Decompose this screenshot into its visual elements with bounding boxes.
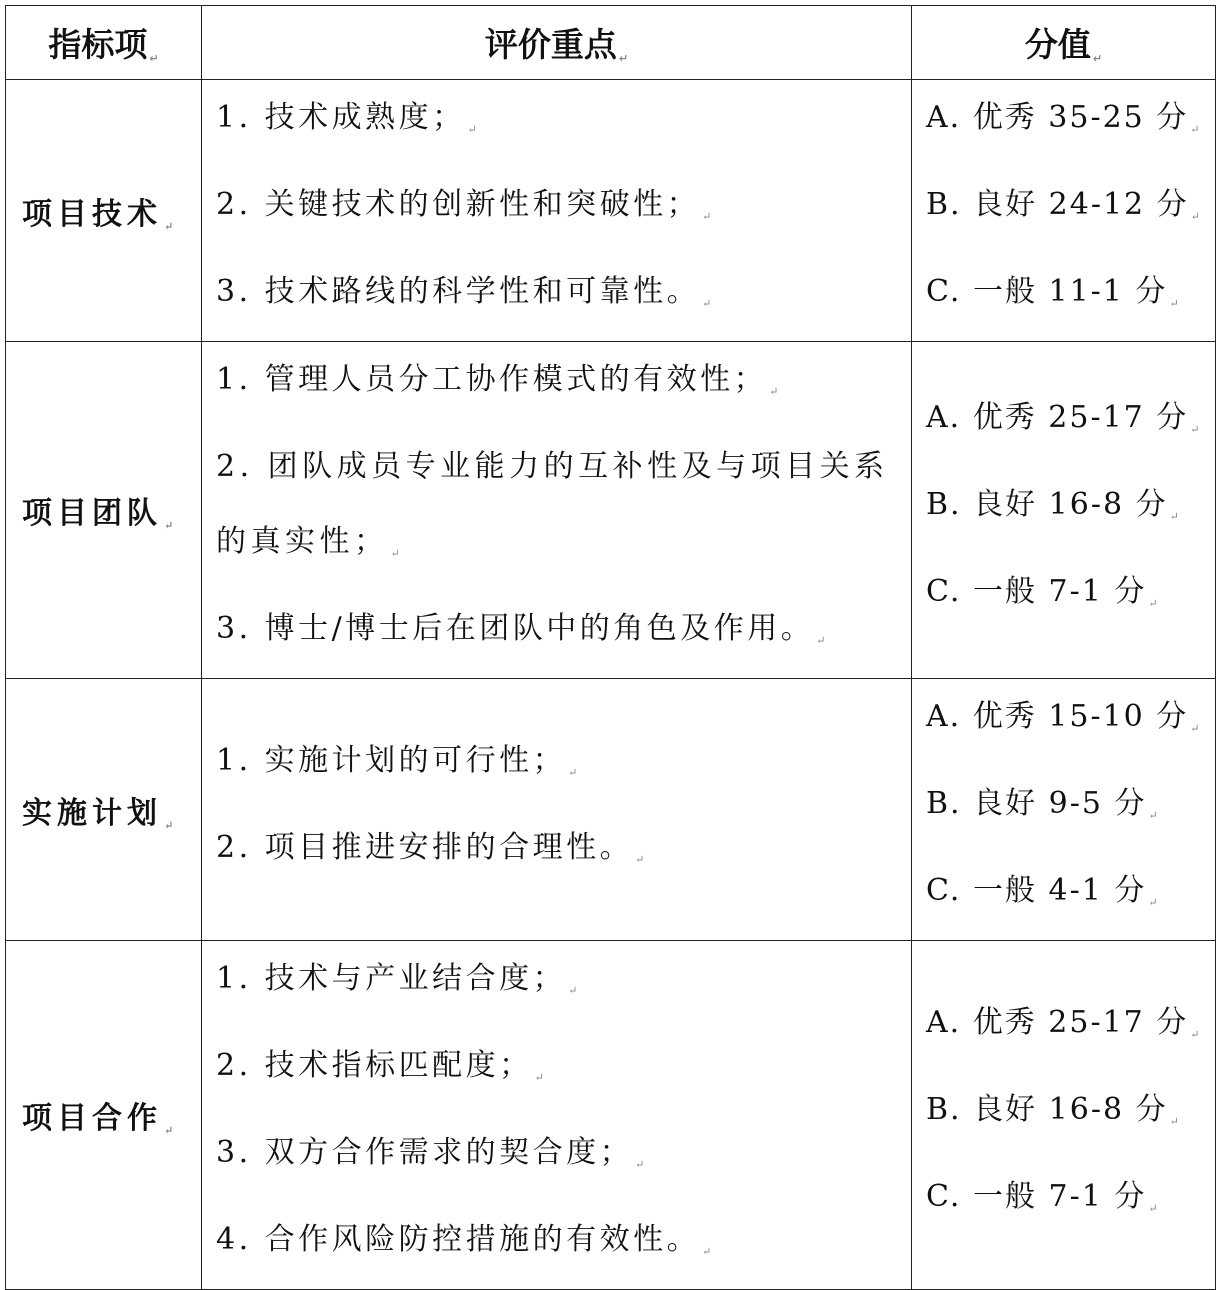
paragraph-mark-icon: ↵ bbox=[702, 1245, 712, 1258]
focus-item: 2. 技术指标匹配度； $_↵$ bbox=[216, 1048, 544, 1084]
indicator-cell: 项目技术 $_↵$ bbox=[6, 80, 202, 342]
score-cell bbox=[912, 80, 1216, 342]
header-indicator: 指标项 ↵ bbox=[6, 6, 202, 80]
paragraph-mark-icon: ↵ bbox=[1190, 422, 1200, 436]
paragraph-mark-icon: ↵ bbox=[1169, 509, 1179, 523]
focus-cell bbox=[202, 679, 912, 941]
paragraph-mark-icon: ↵ bbox=[1169, 297, 1179, 310]
table-row bbox=[6, 80, 1216, 342]
paragraph-mark-icon: ↵ bbox=[568, 765, 578, 779]
focus-item: 2. 团队成员专业能力的互补性及与项目关系的真实性； $_↵$ bbox=[216, 449, 889, 560]
score-item: A. 优秀 25-17 分 $_↵$ bbox=[926, 399, 1200, 436]
focus-item: 3. 双方合作需求的契合度； $_↵$ bbox=[216, 1135, 645, 1171]
paragraph-mark-icon: ↵ bbox=[702, 210, 712, 223]
header-focus: 评价重点 ↵ bbox=[202, 6, 912, 80]
paragraph-mark-icon: ↵ bbox=[390, 547, 400, 560]
focus-item: 2. 项目推进安排的合理性。 $_↵$ bbox=[216, 829, 645, 866]
header-row bbox=[6, 6, 1216, 80]
score-cell bbox=[912, 342, 1216, 679]
score-cell bbox=[912, 679, 1216, 941]
score-item: C. 一般 4-1 分 $_↵$ bbox=[926, 873, 1158, 909]
score-item: B. 良好 9-5 分 $_↵$ bbox=[926, 786, 1158, 822]
paragraph-mark-icon: ↵ bbox=[769, 385, 779, 398]
focus-item: 1. 实施计划的可行性； $_↵$ bbox=[216, 742, 578, 779]
paragraph-mark-icon: ↵ bbox=[1092, 52, 1103, 65]
score-item: A. 优秀 15-10 分 $_↵$ bbox=[926, 699, 1200, 735]
score-cell bbox=[912, 941, 1216, 1290]
paragraph-mark-icon: ↵ bbox=[618, 52, 629, 65]
score-item: C. 一般 7-1 分 $_↵$ bbox=[926, 573, 1158, 610]
score-item: B. 良好 24-12 分 $_↵$ bbox=[926, 187, 1200, 223]
indicator-cell: 项目团队 $_↵$ bbox=[6, 342, 202, 679]
paragraph-mark-icon: ↵ bbox=[534, 1071, 544, 1084]
focus-cell bbox=[202, 80, 912, 342]
paragraph-mark-icon: ↵ bbox=[1148, 809, 1158, 822]
paragraph-mark-icon: ↵ bbox=[149, 52, 159, 65]
paragraph-mark-icon: ↵ bbox=[702, 297, 712, 310]
paragraph-mark-icon: ↵ bbox=[164, 818, 174, 832]
focus-item: 4. 合作风险防控措施的有效性。 $_↵$ bbox=[216, 1222, 712, 1258]
paragraph-mark-icon: ↵ bbox=[1190, 1027, 1200, 1041]
score-item: C. 一般 11-1 分 $_↵$ bbox=[926, 274, 1179, 310]
paragraph-mark-icon: ↵ bbox=[635, 1158, 645, 1171]
score-item: B. 良好 16-8 分 $_↵$ bbox=[926, 486, 1179, 523]
paragraph-mark-icon: ↵ bbox=[1190, 210, 1200, 223]
table-row bbox=[6, 342, 1216, 679]
focus-item: 3. 技术路线的科学性和可靠性。 $_↵$ bbox=[216, 274, 712, 310]
paragraph-mark-icon: ↵ bbox=[1148, 596, 1158, 610]
header-score: 分值 ↵ bbox=[912, 6, 1216, 80]
paragraph-mark-icon: ↵ bbox=[568, 984, 578, 997]
paragraph-mark-icon: ↵ bbox=[1190, 722, 1200, 735]
paragraph-mark-icon: ↵ bbox=[164, 1124, 174, 1137]
indicator-cell: 项目合作 $_↵$ bbox=[6, 941, 202, 1290]
score-item: A. 优秀 25-17 分 $_↵$ bbox=[926, 1004, 1200, 1041]
focus-item: 2. 关键技术的创新性和突破性； $_↵$ bbox=[216, 187, 712, 223]
indicator-cell: 实施计划 $_↵$ bbox=[6, 679, 202, 941]
paragraph-mark-icon: ↵ bbox=[164, 519, 174, 532]
score-item: C. 一般 7-1 分 $_↵$ bbox=[926, 1178, 1158, 1215]
paragraph-mark-icon: ↵ bbox=[635, 852, 645, 866]
table-row bbox=[6, 941, 1216, 1290]
paragraph-mark-icon: ↵ bbox=[1148, 1201, 1158, 1215]
paragraph-mark-icon: ↵ bbox=[467, 123, 477, 136]
paragraph-mark-icon: ↵ bbox=[164, 219, 174, 233]
paragraph-mark-icon: ↵ bbox=[816, 634, 826, 647]
paragraph-mark-icon: ↵ bbox=[1148, 896, 1158, 909]
table-row bbox=[6, 679, 1216, 941]
focus-cell bbox=[202, 342, 912, 679]
evaluation-table bbox=[5, 5, 1216, 1290]
score-item: A. 优秀 35-25 分 $_↵$ bbox=[926, 100, 1200, 136]
focus-item: 1. 技术成熟度； $_↵$ bbox=[216, 100, 477, 136]
focus-cell bbox=[202, 941, 912, 1290]
paragraph-mark-icon: ↵ bbox=[1190, 123, 1200, 136]
focus-item: 1. 技术与产业结合度； $_↵$ bbox=[216, 961, 578, 997]
score-item: B. 良好 16-8 分 $_↵$ bbox=[926, 1091, 1179, 1128]
focus-item: 3. 博士/博士后在团队中的角色及作用。 $_↵$ bbox=[216, 611, 826, 647]
focus-item: 1. 管理人员分工协作模式的有效性； $_↵$ bbox=[216, 362, 779, 398]
paragraph-mark-icon: ↵ bbox=[1169, 1114, 1179, 1128]
